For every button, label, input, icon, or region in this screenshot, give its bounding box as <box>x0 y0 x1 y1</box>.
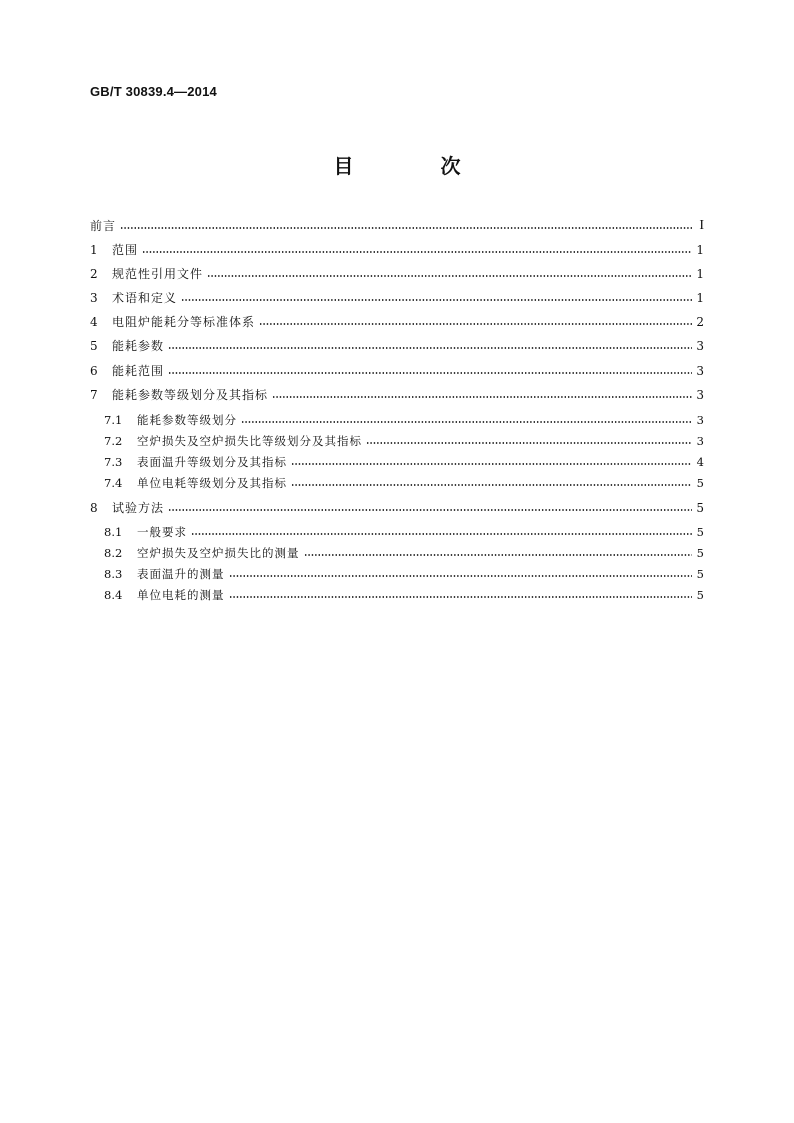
dot-leader <box>366 441 692 445</box>
toc-entry-number: 4 <box>90 315 98 329</box>
toc-entry-number: 7.4 <box>104 476 123 490</box>
toc-entry-8-1[interactable] <box>104 523 704 541</box>
toc-entry-label: 能耗范围 <box>112 364 165 378</box>
toc-entry-page: 5 <box>696 476 704 490</box>
toc-entry-3[interactable] <box>90 289 704 307</box>
toc-entry-page: 3 <box>696 434 704 448</box>
toc-entry-8-2[interactable] <box>104 544 704 562</box>
toc-entry-page: 1 <box>696 291 704 305</box>
toc-entry-number: 8.1 <box>104 525 123 539</box>
toc-entry-7-3[interactable] <box>104 453 704 471</box>
toc-entry-page: 4 <box>696 455 704 469</box>
dot-leader <box>181 298 692 302</box>
toc-entry-label: 试验方法 <box>112 501 165 515</box>
toc-entry-number: 8.3 <box>104 567 123 581</box>
toc-entry-label: 单位电耗的测量 <box>137 588 225 602</box>
toc-entry-2[interactable] <box>90 265 704 283</box>
toc-entry-number: 7.2 <box>104 434 123 448</box>
toc-entry-page: 1 <box>696 267 704 281</box>
dot-leader <box>272 395 692 399</box>
dot-leader <box>168 371 692 375</box>
toc-entry-number: 7 <box>90 388 98 402</box>
dot-leader <box>229 595 693 599</box>
toc-entry-foreword[interactable] <box>90 217 704 235</box>
toc-entry-label: 空炉损失及空炉损失比等级划分及其指标 <box>137 434 362 448</box>
toc-entry-label: 能耗参数 <box>112 339 165 353</box>
standard-number: GB/T 30839.4—2014 <box>90 84 217 99</box>
toc-entry-8-3[interactable] <box>104 565 704 583</box>
toc-entry-label: 前言 <box>90 219 117 233</box>
toc-entry-label: 电阻炉能耗分等标准体系 <box>112 315 256 329</box>
toc-entry-page: I <box>699 218 704 233</box>
dot-leader <box>142 250 692 254</box>
toc-entry-label: 表面温升等级划分及其指标 <box>137 455 287 469</box>
toc-entry-page: 5 <box>696 567 704 581</box>
toc-entry-8-4[interactable] <box>104 586 704 604</box>
toc-entry-page: 3 <box>696 413 704 427</box>
toc-entry-5[interactable] <box>90 337 704 355</box>
dot-leader <box>241 420 692 424</box>
dot-leader <box>120 226 692 230</box>
toc-entry-number: 3 <box>90 291 98 305</box>
toc-entry-page: 1 <box>696 243 704 257</box>
toc-entry-label: 一般要求 <box>137 525 187 539</box>
toc-entry-page: 3 <box>696 339 704 353</box>
toc-entry-page: 3 <box>696 364 704 378</box>
page-title: 目 次 <box>333 154 501 178</box>
toc-entry-7-2[interactable] <box>104 432 704 450</box>
dot-leader <box>304 553 693 557</box>
toc-entry-page: 2 <box>696 315 704 329</box>
toc-entry-page: 5 <box>696 546 704 560</box>
dot-leader <box>259 322 692 326</box>
dot-leader <box>229 574 693 578</box>
toc-entry-4[interactable] <box>90 313 704 331</box>
toc-entry-number: 6 <box>90 364 98 378</box>
dot-leader <box>291 483 692 487</box>
toc-entry-7-4[interactable] <box>104 474 704 492</box>
toc-entry-label: 单位电耗等级划分及其指标 <box>137 476 287 490</box>
toc-entry-label: 表面温升的测量 <box>137 567 225 581</box>
toc-entry-label: 能耗参数等级划分及其指标 <box>112 388 269 402</box>
dot-leader <box>168 346 692 350</box>
dot-leader <box>291 462 692 466</box>
toc-entry-8[interactable] <box>90 499 704 517</box>
toc-entry-label: 空炉损失及空炉损失比的测量 <box>137 546 300 560</box>
toc-entry-1[interactable] <box>90 241 704 259</box>
toc-entry-number: 2 <box>90 267 98 281</box>
toc-entry-number: 8 <box>90 501 98 515</box>
dot-leader <box>168 508 692 512</box>
dot-leader <box>191 532 692 536</box>
toc-entry-number: 7.1 <box>104 413 123 427</box>
toc-entry-7[interactable] <box>90 386 704 404</box>
toc-entry-number: 1 <box>90 243 98 257</box>
toc-entry-number: 5 <box>90 339 98 353</box>
toc-entry-label: 能耗参数等级划分 <box>137 413 237 427</box>
toc-entry-page: 3 <box>696 388 704 402</box>
dot-leader <box>207 274 692 278</box>
toc-entry-page: 5 <box>696 588 704 602</box>
toc-entry-label: 术语和定义 <box>112 291 178 305</box>
toc-entry-page: 5 <box>696 501 704 515</box>
toc-entry-number: 8.2 <box>104 546 123 560</box>
toc-entry-6[interactable] <box>90 362 704 380</box>
toc-entry-page: 5 <box>696 525 704 539</box>
toc-entry-7-1[interactable] <box>104 411 704 429</box>
toc-entry-number: 8.4 <box>104 588 123 602</box>
toc-entry-number: 7.3 <box>104 455 123 469</box>
toc-entry-label: 规范性引用文件 <box>112 267 204 281</box>
toc-entry-label: 范围 <box>112 243 139 257</box>
